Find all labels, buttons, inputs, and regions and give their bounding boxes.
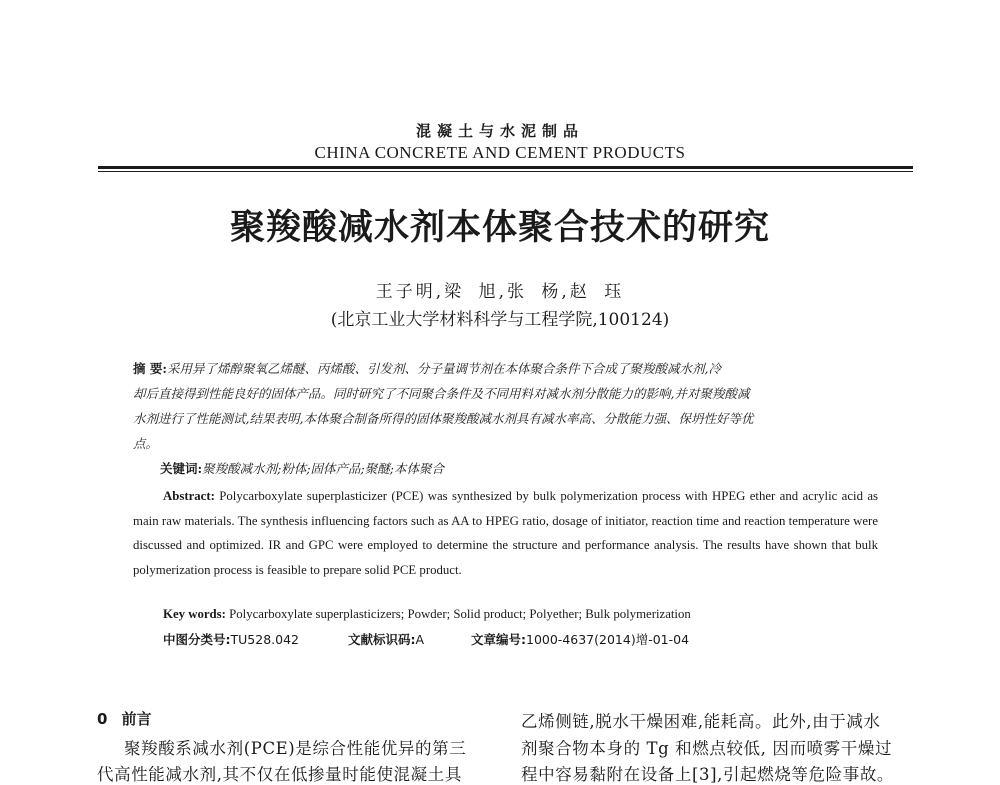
clc-number — [163, 630, 299, 648]
abstract-cn-line: 点。 — [133, 436, 159, 451]
abstract-en-text: Polycarboxylate superplasticizer (PCE) was synthesized by bulk polymerization process with HPEG ether and acrylic acid as main raw materials. The synthesis influencing factors such as AA to HPEG ratio, dosage of initiator, reaction time and reaction temperature were discussed and optimized. IR and GPC were employed to determine the structure and performance analysis. The results have shown that bulk polymerization process is feasible to prepare solid PCE product. — [133, 489, 878, 577]
abstract-cn-label: 摘 要: — [133, 361, 167, 376]
body-left-line: 聚羧酸系减水剂(PCE)是综合性能优异的第三 — [124, 739, 467, 758]
article-title: 聚羧酸减水剂本体聚合技术的研究 — [229, 208, 770, 248]
keywords-en-text: Polycarboxylate superplasticizers; Powder; Solid product; Polyether; Bulk polymerization — [229, 607, 691, 621]
keywords-en — [163, 607, 691, 622]
article-number-value: 1000-4637(2014)增-01-04 — [526, 632, 690, 647]
keywords-cn-label: 关键词: — [160, 461, 203, 476]
section-title: 前言 — [121, 710, 152, 728]
journal-name-cn: 混凝土与水泥制品 — [415, 122, 584, 140]
article-number — [471, 630, 689, 648]
abstract-cn-line: 却后直接得到性能良好的固体产品。同时研究了不同聚合条件及不同用料对减水剂分散能力的影响,并对聚羧酸减 — [133, 386, 750, 401]
section-heading — [97, 708, 151, 729]
article-authors: 王子明,梁 旭,张 杨,赵 珏 — [375, 282, 625, 302]
body-right-line: 乙烯侧链,脱水干燥困难,能耗高。此外,由于减水 — [521, 712, 881, 731]
keywords-cn-text: 聚羧酸减水剂;粉体;固体产品;聚醚;本体聚合 — [202, 461, 444, 476]
section-number: 0 — [97, 710, 108, 728]
document-code-label: 文献标识码: — [348, 632, 416, 647]
header-rule-thin — [98, 171, 913, 172]
article-number-label: 文章编号: — [471, 632, 526, 647]
abstract-cn-line: 水剂进行了性能测试,结果表明,本体聚合制备所得的固体聚羧酸减水剂具有减水率高、分散能力强、保坍性好等优 — [133, 411, 754, 426]
journal-name-en: CHINA CONCRETE AND CEMENT PRODUCTS — [314, 143, 686, 162]
body-right-line: 剂聚合物本身的 Tg 和燃点较低, 因而喷雾干燥过 — [521, 739, 893, 758]
clc-label: 中图分类号: — [163, 632, 231, 647]
abstract-cn-text: 采用异了烯醇聚氧乙烯醚、丙烯酸、引发剂、分子量调节剂在本体聚合条件下合成了聚羧酸减水剂,冷 — [166, 361, 721, 376]
abstract-cn-line — [133, 356, 878, 381]
abstract-en — [133, 484, 878, 582]
body-left-line: 代高性能减水剂,其不仅在低掺量时能使混凝土具 — [97, 765, 462, 784]
clc-value: TU528.042 — [230, 632, 299, 647]
abstract-en-label: Abstract: — [163, 489, 215, 503]
document-code-value: A — [415, 632, 425, 647]
keywords-en-label: Key words: — [163, 607, 226, 621]
body-right-line: 程中容易黏附在设备上[3],引起燃烧等危险事故。 — [521, 765, 895, 784]
keywords-cn — [160, 459, 444, 477]
header-rule-thick — [98, 166, 913, 169]
document-code — [348, 630, 424, 648]
author-affiliation: (北京工业大学材料科学与工程学院,100124) — [330, 310, 670, 330]
